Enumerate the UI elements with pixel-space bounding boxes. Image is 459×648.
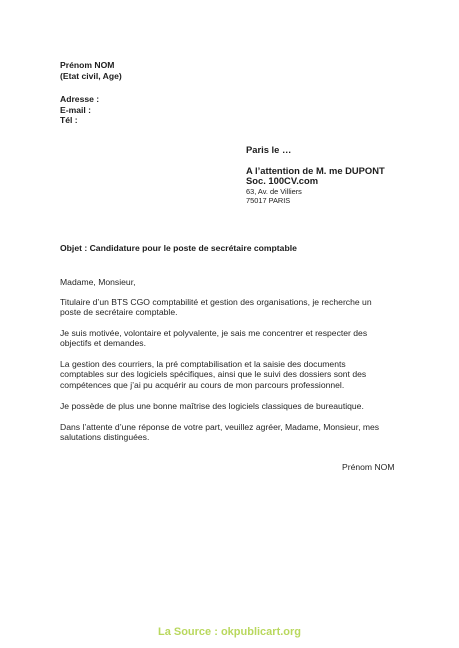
sender-block: [60, 60, 122, 81]
recipient-street: 63, Av. de Villiers: [246, 186, 302, 196]
recipient-city: 75017 PARIS: [246, 196, 291, 206]
recipient-spacer: [246, 156, 385, 166]
paragraph-line: compétences que j’ai pu acquérir au cours de mon parcours professionnel.: [60, 379, 345, 390]
recipient-attention: A l’attention de M. me DUPONT: [246, 164, 385, 176]
paragraph-qualities: [60, 328, 405, 349]
sender-name: Prénom NOM: [60, 60, 115, 70]
subject-line: Objet : Candidature pour le poste de secrétaire comptable: [60, 243, 297, 253]
paragraph-diploma: [60, 297, 405, 318]
paragraph-line: comptables sur des logiciels spécifiques, ainsi que le suivi des dossiers sont des: [60, 369, 367, 380]
paragraph-line: objectifs et demandes.: [60, 338, 146, 349]
recipient-block: [246, 145, 385, 206]
paragraph-line: Dans l’attente d’une réponse de votre part, veuillez agréer, Madame, Monsieur, mes: [60, 422, 380, 432]
source-watermark: La Source : okpublicart.org: [157, 626, 302, 638]
salutation: [60, 277, 405, 287]
paragraph-line: poste de secrétaire comptable.: [60, 307, 178, 318]
paragraph-closing: [60, 422, 405, 443]
recipient-company: Soc. 100CV.com: [246, 175, 319, 186]
phone-label: Tél :: [60, 115, 78, 125]
paragraph-software: [60, 401, 405, 411]
contact-block: [60, 94, 99, 126]
paragraph-line: Je suis motivée, volontaire et polyvalente, je sais me concentrer et respecter des: [60, 328, 368, 338]
address-label: Adresse :: [60, 94, 100, 104]
place-date: Paris le …: [246, 144, 292, 155]
email-label: E-mail :: [60, 104, 92, 115]
salutation-text: Madame, Monsieur,: [60, 277, 136, 287]
paragraph-skills: [60, 359, 405, 390]
paragraph-line: Titulaire d’un BTS CGO comptabilité et gestion des organisations, je recherche un: [60, 297, 372, 307]
paragraph-line: Je possède de plus une bonne maîtrise des logiciels classiques de bureautique.: [60, 401, 364, 411]
signature: Prénom NOM: [342, 462, 395, 472]
paragraph-line: salutations distinguées.: [60, 432, 150, 443]
sender-civil-status: (Etat civil, Age): [60, 70, 122, 81]
paragraph-line: La gestion des courriers, la pré comptabilisation et la saisie des documents: [60, 359, 346, 369]
